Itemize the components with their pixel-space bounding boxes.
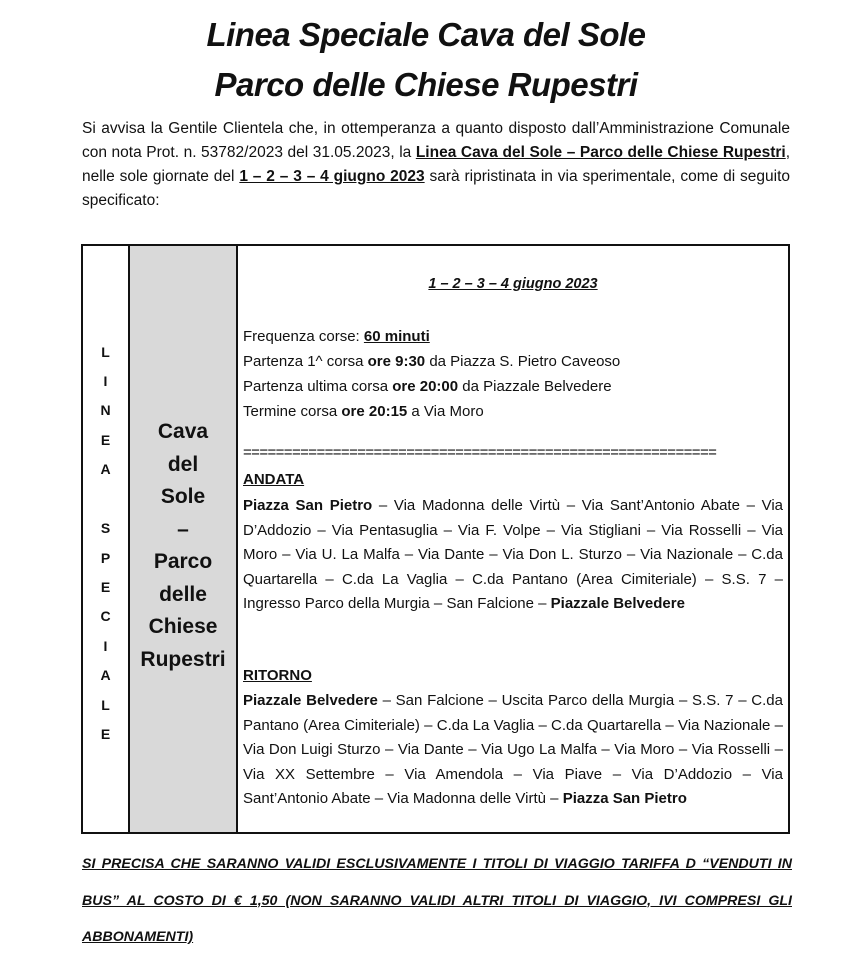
vertical-letter: E (100, 726, 111, 742)
intro-text-3: sarà ripristinata in via sperimentale, come di seguito specificato: (82, 168, 791, 209)
return-stops: – San Falcione – Uscita Parco della Murgia – S.S. 7 – C.da Pantano (Area Cimiteriale) – C.da La Vaglia – C.da Quartarella – Via Nazionale – Via Don Luigi Sturzo – Via Dante – Via Ugo La Malfa – Via Moro – Via Rosselli – Via XX Settembre – Via Amendola – Via Piave – Via D’Addozio – Via Sant’Antonio Abate – Via Madonna delle Virtù – (243, 692, 783, 807)
frequency-value: 60 minuti (363, 328, 430, 345)
vertical-letter: N (100, 402, 111, 418)
vertical-letter: E (100, 432, 111, 448)
vertical-letter: I (103, 638, 108, 654)
line-name-column (130, 246, 238, 832)
outbound-heading: ANDATA (243, 471, 305, 488)
first-departure-label: Partenza 1^ corsa (243, 353, 368, 370)
line-name-word: delle (159, 582, 207, 606)
end-place: a Via Moro (407, 403, 484, 420)
line-name-word: Chiese (148, 615, 218, 638)
date-header: 1 – 2 – 3 – 4 giugno 2023 (428, 276, 598, 292)
vertical-letter: C (100, 608, 111, 624)
schedule-table (81, 244, 790, 834)
end-time: ore 20:15 (341, 403, 408, 420)
vertical-letter: E (100, 579, 111, 595)
intro-text-1: Si avvisa la Gentile Clientela che, in ottemperanza a quanto disposto dall’Amministrazione Comunale con nota Prot. n. 53782/2023 del 31.05.2023, la (82, 120, 790, 161)
vertical-letter: I (103, 373, 108, 389)
line-name-label (130, 416, 236, 676)
intro-dates: 1 – 2 – 3 – 4 giugno 2023 (239, 168, 425, 185)
line-name-word: Sole (160, 485, 206, 508)
end-label: Termine corsa (243, 403, 342, 420)
schedule-info (243, 324, 620, 424)
vertical-letter: L (101, 697, 110, 713)
last-departure-time: ore 20:00 (392, 378, 459, 395)
separator-line: ========================================================== (243, 444, 717, 461)
title-line-2: Parco delle Chiese Rupestri (214, 66, 638, 103)
outbound-start: Piazza San Pietro (243, 497, 373, 514)
frequency-label: Frequenza corse: (243, 328, 364, 345)
line-name-word: Rupestri (140, 647, 226, 671)
return-start: Piazzale Belvedere (243, 692, 378, 709)
last-departure-label: Partenza ultima corsa (243, 378, 393, 395)
frequency-row (243, 324, 620, 349)
intro-text-2: , nelle sole giornate del (82, 144, 791, 185)
outbound-stops: – Via Madonna delle Virtù – Via Sant’Antonio Abate – Via D’Addozio – Via Pentasuglia – Via F. Volpe – Via Stigliani – Via Rosselli – Via Moro – Via U. La Malfa – Via Dante – Via Don L. Sturzo – Via Nazionale – C.da Quartarella – C.da La Vaglia – C.da Pantano (Area Cimiteriale) – S.S. 7 – Ingresso Parco della Murgia – San Falcione – (243, 497, 783, 612)
vertical-label-column (83, 246, 130, 832)
line-name-word: – (177, 517, 189, 541)
vertical-letter: A (100, 461, 111, 477)
outbound-route (243, 494, 783, 617)
outbound-end: Piazzale Belvedere (550, 595, 685, 612)
return-route (243, 689, 783, 812)
first-departure-row (243, 349, 620, 374)
vertical-letter: P (100, 550, 111, 566)
return-end: Piazza San Pietro (562, 790, 687, 807)
vertical-letter: A (100, 667, 111, 683)
title-line-1: Linea Speciale Cava del Sole (206, 16, 646, 53)
intro-paragraph (82, 117, 790, 213)
schedule-details-column (238, 246, 788, 832)
line-name-word: Parco (153, 550, 213, 573)
first-departure-place: da Piazza S. Pietro Caveoso (425, 353, 621, 370)
line-name-word: Cava (157, 420, 209, 443)
return-heading: RITORNO (243, 667, 312, 684)
end-row (243, 399, 620, 424)
line-name-word: del (167, 452, 199, 476)
vertical-letter: L (101, 344, 110, 360)
vertical-letter: S (100, 520, 111, 536)
fare-notice: SI PRECISA CHE SARANNO VALIDI ESCLUSIVAMENTE I TITOLI DI VIAGGIO TARIFFA D “VENDUTI IN BUS” AL COSTO DI € 1,50 (NON SARANNO VALIDI ALTRI TITOLI DI VIAGGIO, IVI COMPRESI GLI ABBONAMENTI) (82, 856, 792, 945)
last-departure-place: da Piazzale Belvedere (458, 378, 612, 395)
first-departure-time: ore 9:30 (367, 353, 426, 370)
last-departure-row (243, 374, 620, 399)
intro-line-name: Linea Cava del Sole – Parco delle Chiese Rupestri (415, 144, 786, 161)
